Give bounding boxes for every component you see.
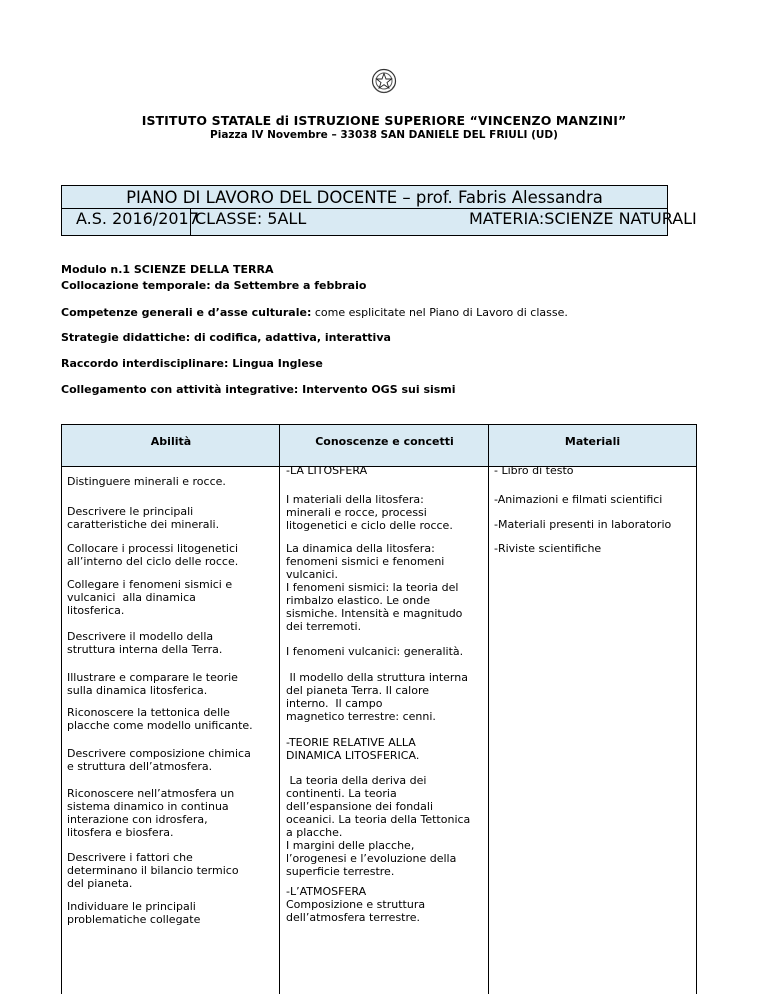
conoscenze-line: I fenomeni sismici: la teoria del [286, 581, 459, 594]
module-title: Modulo n.1 SCIENZE DELLA TERRA [61, 263, 274, 276]
abilita-line: sistema dinamico in continua [67, 800, 229, 813]
conoscenze-line: a placche. [286, 826, 343, 839]
conoscenze-line: -LA LITOSFERA [286, 464, 368, 477]
materiali-line: -Animazioni e filmati scientifici [494, 493, 663, 506]
abilita-item [67, 851, 275, 890]
abilita-line: problematiche collegate [67, 913, 201, 926]
conoscenze-line: rimbalzo elastico. Le onde [286, 594, 430, 607]
abilita-line: e struttura dell’atmosfera. [67, 760, 213, 773]
abilita-line: interazione con idrosfera, [67, 813, 208, 826]
abilita-line: sulla dinamica litosferica. [67, 684, 208, 697]
conoscenze-line: dell’atmosfera terrestre. [286, 911, 421, 924]
materiali-item [494, 493, 694, 506]
header-abilita: Abilità [62, 425, 280, 467]
abilita-line: placche come modello unificante. [67, 719, 253, 732]
abilita-line: Descrivere i fattori che [67, 851, 193, 864]
abilita-line: Individuare le principali [67, 900, 196, 913]
abilita-line: Distinguere minerali e rocce. [67, 475, 226, 488]
abilita-line: Collegare i fenomeni sismici e [67, 578, 233, 591]
abilita-line: Collocare i processi litogenetici [67, 542, 239, 555]
materiali-line: -Materiali presenti in laboratorio [494, 518, 672, 531]
competences-value: come esplicitate nel Piano di Lavoro di classe. [311, 306, 568, 319]
abilita-item [67, 630, 275, 656]
abilita-item [67, 671, 275, 697]
conoscenze-line: dei terremoti. [286, 620, 362, 633]
abilita-item [67, 578, 275, 617]
school-year: A.S. 2016/2017 [76, 209, 199, 228]
conoscenze-line: oceanici. La teoria della Tettonica [286, 813, 471, 826]
conoscenze-item [286, 493, 486, 532]
conoscenze-line: Il modello della struttura interna [286, 671, 468, 684]
column-divider [488, 425, 489, 994]
column-divider [279, 425, 280, 994]
abilita-item [67, 505, 275, 531]
abilita-item [67, 787, 275, 839]
time-placement: Collocazione temporale: da Settembre a febbraio [61, 279, 367, 292]
abilita-item [67, 706, 275, 732]
plan-header [61, 185, 697, 236]
conoscenze-line: del pianeta Terra. Il calore [286, 684, 429, 697]
abilita-line: Descrivere le principali [67, 505, 194, 518]
abilita-line: vulcanici alla dinamica [67, 591, 196, 604]
header-conoscenze: Conoscenze e concetti [280, 425, 489, 467]
abilita-line: litosferica. [67, 604, 125, 617]
competences-label: Competenze generali e d’asse culturale: [61, 306, 312, 319]
abilita-line: Descrivere composizione chimica [67, 747, 251, 760]
competences [61, 306, 568, 319]
abilita-line: all’interno del ciclo delle rocce. [67, 555, 239, 568]
conoscenze-line: litogenetici e ciclo delle rocce. [286, 519, 453, 532]
conoscenze-line: La teoria della deriva dei [286, 774, 427, 787]
conoscenze-line: minerali e rocce, processi [286, 506, 427, 519]
republic-emblem-icon [371, 68, 397, 94]
abilita-line: Riconoscere nell’atmosfera un [67, 787, 235, 800]
conoscenze-line: vulcanici. [286, 568, 338, 581]
conoscenze-item [286, 736, 486, 762]
materiali-line: -Riviste scientifiche [494, 542, 602, 555]
conoscenze-line: sismiche. Intensità e magnitudo [286, 607, 463, 620]
conoscenze-line: fenomeni sismici e fenomeni [286, 555, 445, 568]
institute-address: Piazza IV Novembre – 33038 SAN DANIELE DEL FRIULI (UD) [210, 129, 558, 141]
conoscenze-item [286, 645, 486, 658]
subject-label: MATERIA:SCIENZE NATURALI [469, 209, 697, 228]
conoscenze-line: La dinamica della litosfera: [286, 542, 435, 555]
conoscenze-line: -TEORIE RELATIVE ALLA [286, 736, 416, 749]
materiali-item [494, 464, 694, 477]
materiali-item [494, 542, 694, 555]
conoscenze-line: magnetico terrestre: cenni. [286, 710, 436, 723]
materiali-line: - Libro di testo [494, 464, 574, 477]
conoscenze-line: Composizione e struttura [286, 898, 426, 911]
conoscenze-line: DINAMICA LITOSFERICA. [286, 749, 420, 762]
conoscenze-line: interno. Il campo [286, 697, 383, 710]
conoscenze-line: superficie terrestre. [286, 865, 395, 878]
conoscenze-item [286, 464, 486, 477]
abilita-item [67, 542, 275, 568]
abilita-line: del pianeta. [67, 877, 133, 890]
conoscenze-line: l’orogenesi e l’evoluzione della [286, 852, 457, 865]
abilita-line: caratteristiche dei minerali. [67, 518, 220, 531]
interdisciplinary-link: Raccordo interdisciplinare: Lingua Inglese [61, 357, 323, 370]
conoscenze-item [286, 671, 486, 723]
conoscenze-item [286, 542, 486, 633]
conoscenze-item [286, 774, 486, 878]
plan-title: PIANO DI LAVORO DEL DOCENTE – prof. Fabris Alessandra [126, 188, 603, 207]
conoscenze-line: I margini delle placche, [286, 839, 415, 852]
abilita-line: determinano il bilancio termico [67, 864, 239, 877]
conoscenze-line: dell’espansione dei fondali [286, 800, 434, 813]
header-materiali: Materiali [489, 425, 696, 467]
class-label: CLASSE: 5ALL [190, 209, 307, 236]
abilita-line: Descrivere il modello della [67, 630, 214, 643]
teaching-strategies: Strategie didattiche: di codifica, adattiva, interattiva [61, 331, 391, 344]
integrative-activities: Collegamento con attività integrative: Intervento OGS sui sismi [61, 383, 456, 396]
conoscenze-line: continenti. La teoria [286, 787, 397, 800]
abilita-item [67, 475, 275, 488]
plan-header-row [62, 208, 697, 237]
abilita-line: Illustrare e comparare le teorie [67, 671, 238, 684]
conoscenze-line: I materiali della litosfera: [286, 493, 424, 506]
abilita-item [67, 900, 275, 926]
abilita-line: Riconoscere la tettonica delle [67, 706, 230, 719]
conoscenze-line: -L’ATMOSFERA [286, 885, 367, 898]
abilita-line: litosfera e biosfera. [67, 826, 174, 839]
institute-name: ISTITUTO STATALE di ISTRUZIONE SUPERIORE “VINCENZO MANZINI” [141, 113, 627, 128]
conoscenze-item [286, 885, 486, 924]
materiali-item [494, 518, 694, 531]
abilita-item [67, 747, 275, 773]
abilita-line: struttura interna della Terra. [67, 643, 223, 656]
conoscenze-line: I fenomeni vulcanici: generalità. [286, 645, 464, 658]
curriculum-table [61, 424, 697, 994]
